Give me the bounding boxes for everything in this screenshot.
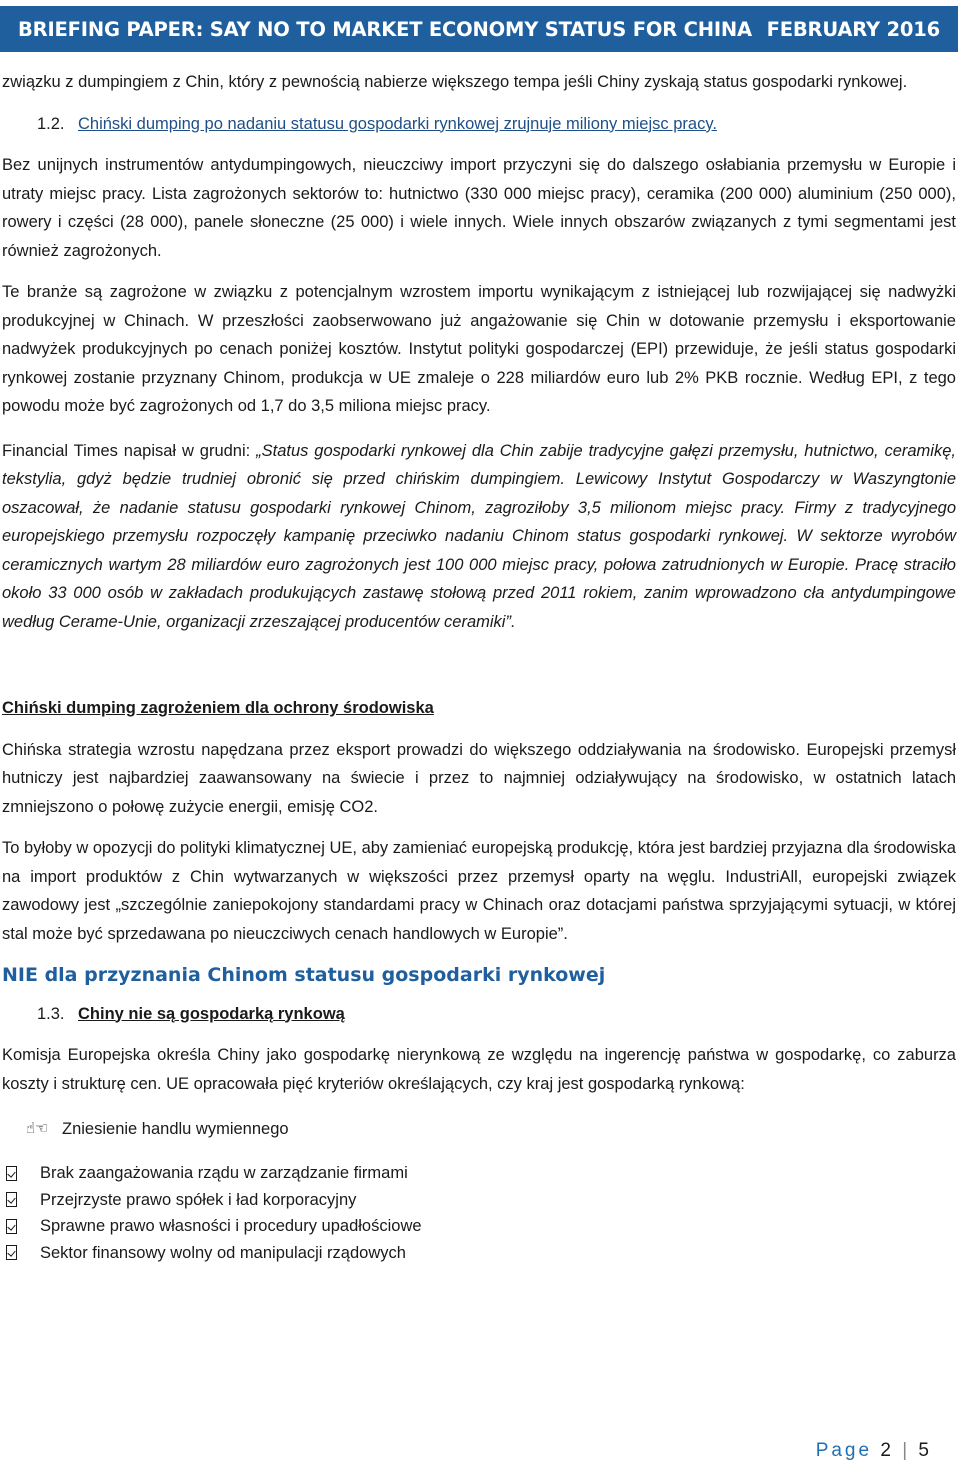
page-number: 2 — [880, 1440, 894, 1461]
page-word: Page — [815, 1440, 873, 1461]
list-item — [2, 1240, 956, 1267]
criteria-list — [2, 1160, 956, 1266]
checkbox-bullet-icon — [6, 1219, 17, 1234]
checkbox-bullet-icon — [6, 1166, 17, 1181]
list-item — [2, 1160, 956, 1187]
list-item-label: Przejrzyste prawo spółek i ład korporacyjny — [40, 1190, 357, 1209]
checkbox-bullet-icon — [6, 1192, 17, 1207]
section-1-2-heading — [2, 110, 956, 139]
paragraph-financial-times — [2, 437, 956, 637]
checkbox-bullet-icon — [6, 1245, 17, 1260]
page-separator: | — [902, 1440, 911, 1461]
page-header-bar — [0, 6, 958, 52]
environment-section-title: Chiński dumping zagrożeniem dla ochrony środowiska — [2, 699, 434, 717]
list-item-label: Sprawne prawo własności i procedury upadłościowe — [40, 1217, 422, 1235]
header-date: FEBRUARY 2016 — [766, 17, 940, 41]
document-body — [2, 68, 956, 1266]
section-number: 1.3. — [37, 1004, 65, 1023]
heading-nie: NIE dla przyznania Chinom statusu gospodarki rynkowej — [2, 964, 606, 986]
environment-paragraph-1: Chińska strategia wzrostu napędzana przez eksport prowadzi do większego oddziaływania na środowisko. Europejski przemysł hutniczy jest najbardziej zaawansowany na świecie i przez to najmniej odziaływujący na środowisko, w ostatnich latach zmniejszono o połowę zużycie energii, emisję CO2. — [2, 740, 956, 816]
paragraph-continuation: związku z dumpingiem z Chin, który z pewnością nabierze większego tempa jeśli Chiny zyskają status gospodarki rynkowej. — [2, 73, 908, 91]
list-item-label: Brak zaangażowania rządu w zarządzanie firmami — [40, 1164, 408, 1182]
paragraph-sectors — [2, 151, 956, 265]
list-item — [2, 1213, 956, 1240]
page-footer — [816, 1440, 932, 1462]
section-1-3-heading — [2, 1000, 956, 1029]
ft-intro: Financial Times napisał w grudni: — [2, 441, 257, 460]
paragraph-sectors-list: Lista zagrożonych sektorów to: hutnictwo (330 000 miejsc pracy), ceramika (200 000) aluminium (250 000), rowery i części (28 000), panele słoneczne (25 000) i wiele innych. Wiele innych obszarów związanych z tymi segmentami jest również zagrożonych. — [2, 184, 956, 260]
paragraph-overcapacity: Te branże są zagrożone w związku z potencjalnym wzrostem importu wynikającym z istniejącej lub rozwijającej się nadwyżki produkcyjnej w Chinach. W przeszłości zaobserwowano już angażowanie się Chin w dotowanie przemysłu i eksportowanie nadwyżek produkcyjnych po cenach poniżej kosztów. Instytut polityki gospodarczej (EPI) przewiduje, że jeśli status gospodarki rynkowej zostanie przyznany Chinom, produkcja w UE zmaleje o 228 miliardów euro lub 2% PKB rocznie. Według EPI, z tego powodu może być zagrożonych od 1,7 do 3,5 miliona miejsc pracy. — [2, 283, 956, 415]
section-number: 1.2. — [37, 114, 65, 133]
criteria-first-label: Zniesienie handlu wymiennego — [62, 1119, 289, 1138]
environment-paragraph-2: To byłoby w opozycji do polityki klimatycznej UE, aby zamieniać europejską produkcję, która jest bardziej przyjazna dla środowiska na import produktów z Chin wytwarzanych w większości przez przemysł oparty na węglu. IndustriAll, europejski związek zawodowy jest „szczególnie zaniepokojony standardami pracy w Chinach oraz dotacjami państwa sprzyjającymi sytuacji, w której stal może być sprzedawana po nieuczciwych cenach handlowych w Europie”. — [2, 839, 956, 943]
list-item — [2, 1187, 956, 1214]
paragraph-komisja: Komisja Europejska określa Chiny jako gospodarkę nierynkową ze względu na ingerencję państwa w gospodarkę, co zaburza koszty i strukturę cen. UE opracowała pięć kryteriów określających, czy kraj jest gospodarką rynkową: — [2, 1046, 956, 1093]
section-title: Chiński dumping po nadaniu statusu gospodarki rynkowej zrujnuje miliony miejsc pracy. — [78, 114, 717, 133]
list-item-label: Sektor finansowy wolny od manipulacji rządowych — [40, 1243, 406, 1262]
header-title: BRIEFING PAPER: SAY NO TO MARKET ECONOMY STATUS FOR CHINA — [18, 17, 752, 41]
page-total: 5 — [918, 1440, 932, 1461]
criteria-first-item — [2, 1114, 956, 1144]
paragraph-sectors-lead: Bez unijnych instrumentów antydumpingowych, nieuczciwy import przyczyni się do dalszego osłabiania przemysłu w Europie i utraty miejsc pracy. — [2, 156, 956, 203]
section-title: Chiny nie są gospodarką rynkową — [78, 1004, 345, 1023]
ft-quote: „Status gospodarki rynkowej dla Chin zabije tradycyjne gałęzi przemysłu, hutnictwo, ceramikę, tekstylia, gdyż będzie trudniej obronić się przed chińskim dumpingiem. Lewicowy Instytut Gospodarczy w Waszyngtonie oszacował, że nadanie statusu gospodarki rynkowej Chinom, zagroziłoby 3,5 milionom miejsc pracy. Firmy z tradycyjnego europejskiego przemysłu rozpoczęły kampanię przeciwko nadaniu Chinom status gospodarki rynkowej. W sektorze wyrobów ceramicznych wartym 28 miliardów euro zagrożonych jest 100 000 miejsc pracy, połowa zatrudnionych w Europie. Pracę straciło około 33 000 osób w zakładach produkujących zastawę stołową przed 2011 rokiem, zanim wprowadzono cła antydumpingowe według Cerame-Unie, organizacji zrzeszającej producentów ceramiki”. — [2, 441, 956, 631]
pointing-hands-icon: ☝☜ — [26, 1119, 49, 1137]
